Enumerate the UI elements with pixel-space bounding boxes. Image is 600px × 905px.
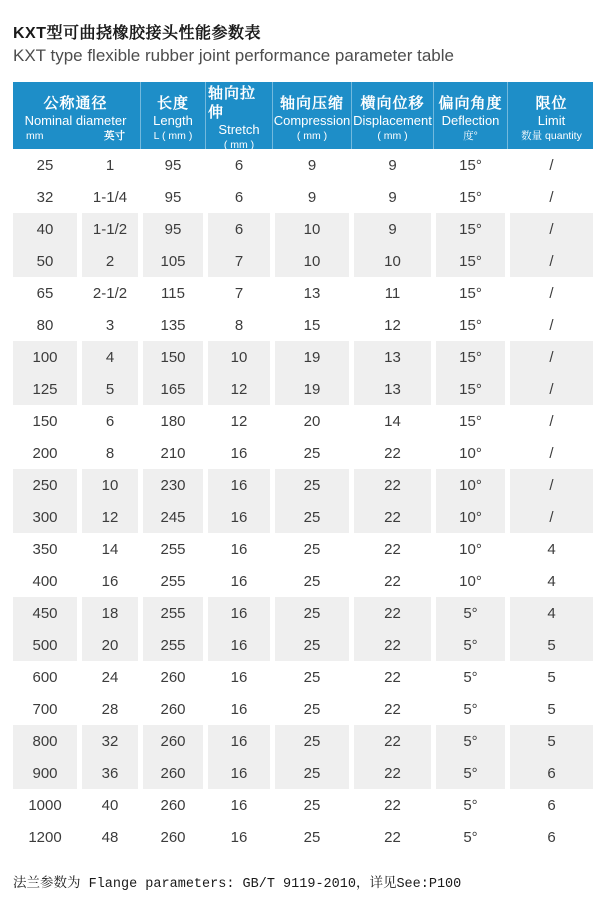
cell-compression_mm: 25 <box>275 437 349 469</box>
cell-nominal_mm: 80 <box>13 309 77 341</box>
cell-limit_qty: 6 <box>510 789 593 821</box>
cell-stretch_mm: 6 <box>208 181 270 213</box>
column-header-en: Displacement <box>353 112 432 128</box>
table-row <box>13 181 593 213</box>
column-header-stretch <box>208 82 270 152</box>
cell-deflection_deg: 5° <box>436 725 505 757</box>
cell-nominal_mm: 100 <box>13 341 77 373</box>
cell-nominal_inch: 24 <box>82 661 138 693</box>
cell-stretch_mm: 12 <box>208 373 270 405</box>
cell-compression_mm: 19 <box>275 373 349 405</box>
table-row <box>13 405 593 437</box>
cell-deflection_deg: 15° <box>436 213 505 245</box>
cell-deflection_deg: 15° <box>436 309 505 341</box>
column-header-en: Stretch <box>218 122 260 137</box>
column-header-zh: 轴向拉伸 <box>208 85 257 121</box>
cell-stretch_mm: 16 <box>208 437 270 469</box>
table-row <box>13 757 593 789</box>
cell-displacement_mm: 22 <box>354 757 431 789</box>
cell-deflection_deg: 10° <box>436 501 505 533</box>
cell-stretch_mm: 6 <box>208 213 270 245</box>
table-header <box>13 82 593 149</box>
cell-stretch_mm: 16 <box>208 821 270 853</box>
cell-nominal_inch: 10 <box>82 469 138 501</box>
table-row <box>13 789 593 821</box>
cell-limit_qty: / <box>510 373 593 405</box>
cell-compression_mm: 25 <box>275 629 349 661</box>
cell-compression_mm: 9 <box>275 181 349 213</box>
column-header-unit: L ( mm ) <box>153 129 193 142</box>
cell-nominal_inch: 3 <box>82 309 138 341</box>
cell-displacement_mm: 22 <box>354 565 431 597</box>
cell-length_mm: 260 <box>143 725 203 757</box>
table-row <box>13 469 593 501</box>
cell-nominal_inch: 40 <box>82 789 138 821</box>
cell-nominal_mm: 65 <box>13 277 77 309</box>
cell-length_mm: 165 <box>143 373 203 405</box>
cell-nominal_mm: 1200 <box>13 821 77 853</box>
cell-nominal_inch: 5 <box>82 373 138 405</box>
cell-limit_qty: 5 <box>510 693 593 725</box>
cell-compression_mm: 15 <box>275 309 349 341</box>
table-row <box>13 533 593 565</box>
cell-length_mm: 210 <box>143 437 203 469</box>
cell-nominal_inch: 1-1/4 <box>82 181 138 213</box>
cell-displacement_mm: 22 <box>354 821 431 853</box>
cell-compression_mm: 19 <box>275 341 349 373</box>
cell-displacement_mm: 22 <box>354 629 431 661</box>
cell-stretch_mm: 6 <box>208 149 270 181</box>
cell-deflection_deg: 10° <box>436 469 505 501</box>
cell-displacement_mm: 14 <box>354 405 431 437</box>
unit-mm-label: mm <box>26 129 44 142</box>
cell-displacement_mm: 22 <box>354 661 431 693</box>
table-row <box>13 149 593 181</box>
cell-displacement_mm: 13 <box>354 373 431 405</box>
cell-limit_qty: / <box>510 341 593 373</box>
cell-limit_qty: / <box>510 309 593 341</box>
column-header-compression <box>275 82 349 152</box>
cell-displacement_mm: 22 <box>354 469 431 501</box>
cell-deflection_deg: 5° <box>436 757 505 789</box>
cell-displacement_mm: 12 <box>354 309 431 341</box>
cell-length_mm: 260 <box>143 757 203 789</box>
cell-length_mm: 135 <box>143 309 203 341</box>
table-row <box>13 725 593 757</box>
cell-length_mm: 245 <box>143 501 203 533</box>
cell-nominal_mm: 800 <box>13 725 77 757</box>
cell-length_mm: 260 <box>143 821 203 853</box>
cell-displacement_mm: 22 <box>354 437 431 469</box>
cell-stretch_mm: 16 <box>208 757 270 789</box>
cell-limit_qty: 6 <box>510 757 593 789</box>
cell-compression_mm: 25 <box>275 565 349 597</box>
column-header-en: Nominal diameter <box>24 112 127 128</box>
table-row <box>13 597 593 629</box>
cell-nominal_inch: 32 <box>82 725 138 757</box>
cell-length_mm: 115 <box>143 277 203 309</box>
table-row <box>13 501 593 533</box>
cell-displacement_mm: 9 <box>354 181 431 213</box>
column-header-displacement <box>354 82 431 152</box>
cell-deflection_deg: 15° <box>436 405 505 437</box>
cell-nominal_inch: 4 <box>82 341 138 373</box>
cell-displacement_mm: 22 <box>354 533 431 565</box>
cell-length_mm: 150 <box>143 341 203 373</box>
cell-length_mm: 255 <box>143 565 203 597</box>
column-header-zh: 限位 <box>535 94 568 112</box>
table-row <box>13 213 593 245</box>
cell-nominal_mm: 500 <box>13 629 77 661</box>
cell-displacement_mm: 22 <box>354 725 431 757</box>
table-row <box>13 661 593 693</box>
column-header-unit: ( mm ) <box>377 129 408 142</box>
cell-limit_qty: / <box>510 181 593 213</box>
page-title-zh: KXT型可曲挠橡胶接头性能参数表 <box>13 25 262 42</box>
cell-limit_qty: 4 <box>510 533 593 565</box>
cell-displacement_mm: 13 <box>354 341 431 373</box>
cell-nominal_mm: 400 <box>13 565 77 597</box>
cell-compression_mm: 25 <box>275 533 349 565</box>
cell-limit_qty: 5 <box>510 661 593 693</box>
column-header-en: Length <box>153 112 193 128</box>
cell-stretch_mm: 8 <box>208 309 270 341</box>
cell-nominal_mm: 700 <box>13 693 77 725</box>
cell-stretch_mm: 16 <box>208 693 270 725</box>
cell-nominal_inch: 48 <box>82 821 138 853</box>
cell-compression_mm: 25 <box>275 501 349 533</box>
column-header-zh: 轴向压缩 <box>279 94 344 112</box>
cell-nominal_mm: 50 <box>13 245 77 277</box>
cell-stretch_mm: 16 <box>208 469 270 501</box>
cell-displacement_mm: 22 <box>354 789 431 821</box>
column-header-zh: 长度 <box>156 94 189 112</box>
cell-limit_qty: 4 <box>510 565 593 597</box>
cell-deflection_deg: 10° <box>436 437 505 469</box>
cell-displacement_mm: 9 <box>354 213 431 245</box>
cell-nominal_mm: 40 <box>13 213 77 245</box>
table-row <box>13 277 593 309</box>
cell-stretch_mm: 16 <box>208 629 270 661</box>
cell-deflection_deg: 15° <box>436 277 505 309</box>
cell-nominal_inch: 6 <box>82 405 138 437</box>
cell-deflection_deg: 15° <box>436 245 505 277</box>
table-row <box>13 437 593 469</box>
cell-deflection_deg: 5° <box>436 629 505 661</box>
cell-displacement_mm: 22 <box>354 693 431 725</box>
cell-deflection_deg: 10° <box>436 533 505 565</box>
cell-nominal_inch: 18 <box>82 597 138 629</box>
cell-nominal_inch: 12 <box>82 501 138 533</box>
cell-stretch_mm: 16 <box>208 597 270 629</box>
cell-length_mm: 95 <box>143 213 203 245</box>
cell-compression_mm: 25 <box>275 821 349 853</box>
cell-nominal_inch: 14 <box>82 533 138 565</box>
cell-compression_mm: 25 <box>275 469 349 501</box>
cell-stretch_mm: 16 <box>208 661 270 693</box>
cell-length_mm: 255 <box>143 629 203 661</box>
cell-compression_mm: 25 <box>275 757 349 789</box>
cell-deflection_deg: 15° <box>436 149 505 181</box>
cell-limit_qty: / <box>510 149 593 181</box>
cell-length_mm: 95 <box>143 181 203 213</box>
cell-nominal_inch: 20 <box>82 629 138 661</box>
table-body <box>13 149 593 853</box>
cell-nominal_inch: 28 <box>82 693 138 725</box>
cell-compression_mm: 25 <box>275 693 349 725</box>
cell-limit_qty: / <box>510 245 593 277</box>
cell-compression_mm: 25 <box>275 725 349 757</box>
cell-nominal_mm: 32 <box>13 181 77 213</box>
column-header-unit: 度° <box>463 129 478 142</box>
column-header-unit: 数量 quantity <box>521 129 582 142</box>
table-row <box>13 565 593 597</box>
cell-deflection_deg: 15° <box>436 373 505 405</box>
unit-inch-label: 英寸 <box>104 129 125 142</box>
cell-displacement_mm: 9 <box>354 149 431 181</box>
cell-limit_qty: / <box>510 501 593 533</box>
cell-nominal_inch: 1 <box>82 149 138 181</box>
column-header-en: Deflection <box>441 112 500 128</box>
cell-length_mm: 255 <box>143 533 203 565</box>
column-header-en: Limit <box>537 112 566 128</box>
column-header-length <box>143 82 203 152</box>
cell-limit_qty: / <box>510 277 593 309</box>
cell-limit_qty: 6 <box>510 821 593 853</box>
cell-nominal_inch: 36 <box>82 757 138 789</box>
page-title-en: KXT type flexible rubber joint performance parameter table <box>13 46 454 65</box>
column-header-deflection <box>436 82 505 152</box>
cell-nominal_inch: 8 <box>82 437 138 469</box>
column-header-nominal-diameter <box>13 82 138 152</box>
cell-length_mm: 95 <box>143 149 203 181</box>
column-header-units <box>13 129 138 143</box>
cell-nominal_mm: 300 <box>13 501 77 533</box>
cell-length_mm: 255 <box>143 597 203 629</box>
cell-displacement_mm: 11 <box>354 277 431 309</box>
cell-compression_mm: 13 <box>275 277 349 309</box>
cell-stretch_mm: 16 <box>208 533 270 565</box>
column-header-zh: 公称通径 <box>43 94 108 112</box>
cell-compression_mm: 10 <box>275 245 349 277</box>
cell-nominal_mm: 600 <box>13 661 77 693</box>
table-row <box>13 629 593 661</box>
cell-stretch_mm: 16 <box>208 565 270 597</box>
cell-length_mm: 260 <box>143 693 203 725</box>
cell-stretch_mm: 12 <box>208 405 270 437</box>
cell-stretch_mm: 7 <box>208 277 270 309</box>
cell-stretch_mm: 16 <box>208 725 270 757</box>
cell-nominal_inch: 16 <box>82 565 138 597</box>
cell-limit_qty: 5 <box>510 725 593 757</box>
cell-limit_qty: / <box>510 469 593 501</box>
table-row <box>13 821 593 853</box>
table-row <box>13 373 593 405</box>
cell-nominal_inch: 2-1/2 <box>82 277 138 309</box>
table-row <box>13 245 593 277</box>
cell-limit_qty: 4 <box>510 597 593 629</box>
cell-deflection_deg: 5° <box>436 789 505 821</box>
column-header-zh: 偏向角度 <box>438 94 503 112</box>
column-header-unit: ( mm ) <box>296 129 328 142</box>
table-row <box>13 341 593 373</box>
cell-limit_qty: 5 <box>510 629 593 661</box>
table-row <box>13 693 593 725</box>
cell-compression_mm: 25 <box>275 597 349 629</box>
cell-compression_mm: 9 <box>275 149 349 181</box>
cell-nominal_mm: 250 <box>13 469 77 501</box>
column-header-unit: ( mm ) <box>223 139 255 151</box>
cell-deflection_deg: 5° <box>436 661 505 693</box>
column-header-en: Compression <box>273 112 351 128</box>
cell-deflection_deg: 10° <box>436 565 505 597</box>
cell-nominal_mm: 125 <box>13 373 77 405</box>
cell-deflection_deg: 5° <box>436 597 505 629</box>
cell-length_mm: 260 <box>143 661 203 693</box>
cell-nominal_mm: 350 <box>13 533 77 565</box>
cell-limit_qty: / <box>510 437 593 469</box>
cell-deflection_deg: 15° <box>436 341 505 373</box>
cell-compression_mm: 25 <box>275 661 349 693</box>
cell-stretch_mm: 10 <box>208 341 270 373</box>
cell-stretch_mm: 7 <box>208 245 270 277</box>
cell-nominal_inch: 2 <box>82 245 138 277</box>
cell-nominal_mm: 150 <box>13 405 77 437</box>
cell-compression_mm: 20 <box>275 405 349 437</box>
table-row <box>13 309 593 341</box>
cell-nominal_mm: 900 <box>13 757 77 789</box>
cell-deflection_deg: 15° <box>436 181 505 213</box>
cell-limit_qty: / <box>510 405 593 437</box>
cell-displacement_mm: 10 <box>354 245 431 277</box>
cell-length_mm: 105 <box>143 245 203 277</box>
cell-deflection_deg: 5° <box>436 821 505 853</box>
cell-nominal_mm: 200 <box>13 437 77 469</box>
cell-length_mm: 180 <box>143 405 203 437</box>
cell-length_mm: 260 <box>143 789 203 821</box>
cell-length_mm: 230 <box>143 469 203 501</box>
cell-nominal_mm: 450 <box>13 597 77 629</box>
cell-compression_mm: 25 <box>275 789 349 821</box>
cell-nominal_inch: 1-1/2 <box>82 213 138 245</box>
column-header-zh: 横向位移 <box>360 94 425 112</box>
cell-limit_qty: / <box>510 213 593 245</box>
cell-displacement_mm: 22 <box>354 501 431 533</box>
column-header-limit <box>510 82 593 152</box>
cell-stretch_mm: 16 <box>208 789 270 821</box>
cell-stretch_mm: 16 <box>208 501 270 533</box>
cell-nominal_mm: 1000 <box>13 789 77 821</box>
cell-nominal_mm: 25 <box>13 149 77 181</box>
footer-note: 法兰参数为 Flange parameters: GB/T 9119-2010，详见See:P100 <box>13 877 462 892</box>
cell-deflection_deg: 5° <box>436 693 505 725</box>
cell-compression_mm: 10 <box>275 213 349 245</box>
cell-displacement_mm: 22 <box>354 597 431 629</box>
